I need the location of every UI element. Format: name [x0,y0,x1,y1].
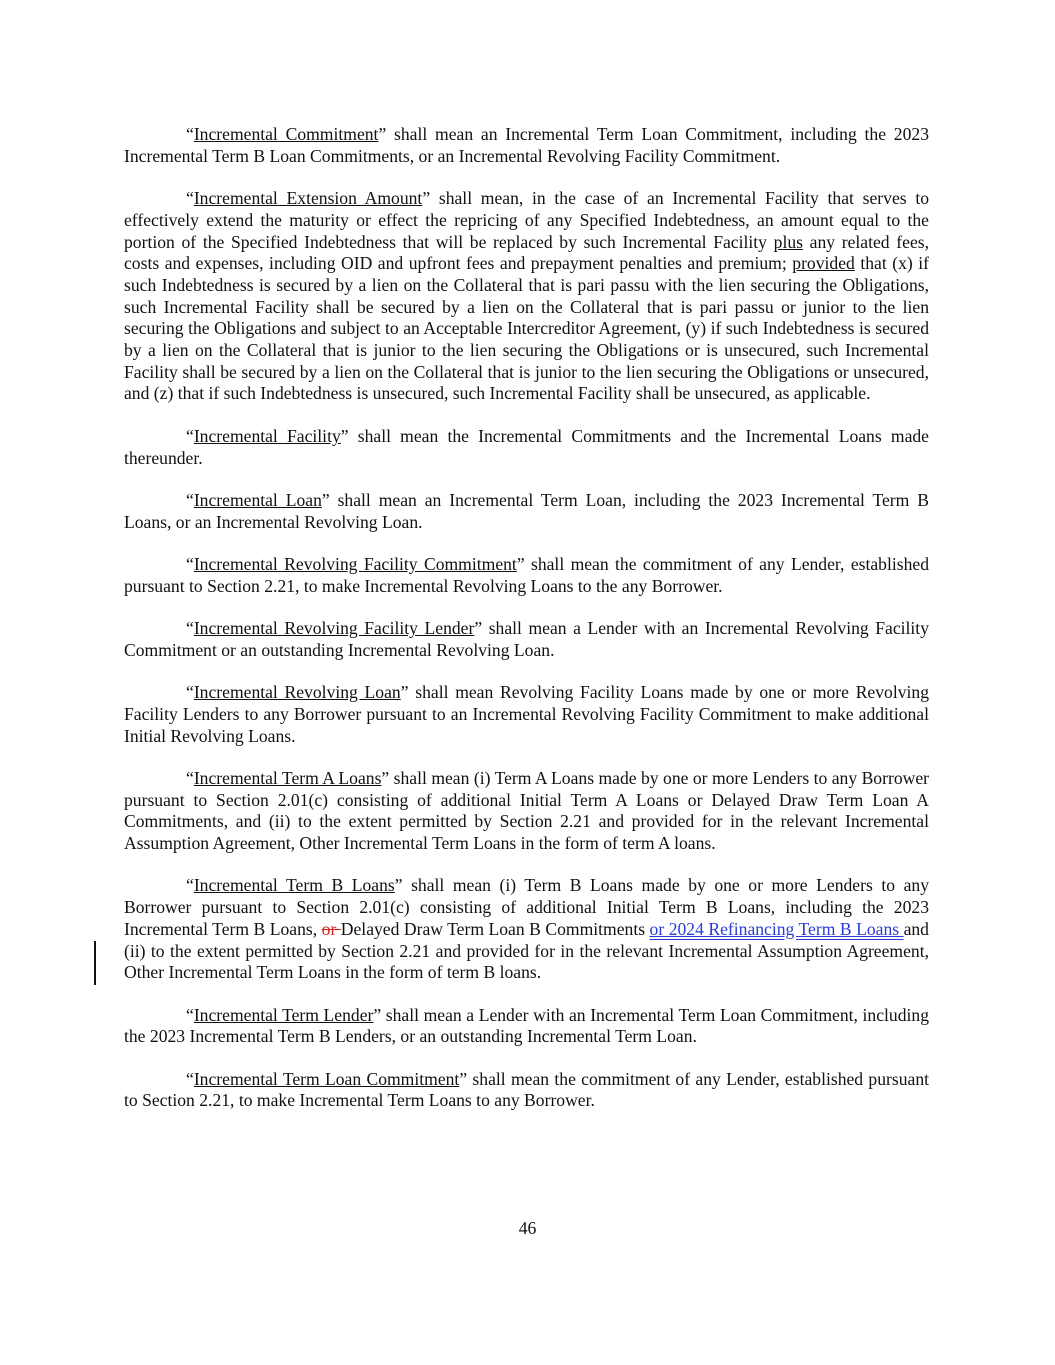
definition-incremental-term-a-loans: “Incremental Term A Loans” shall mean (i) Term A Loans made by one or more Lenders to any Borrower pursuant to Section 2.01(c) consisting of additional Initial Term A Loans or Delayed Draw Term Loan A Commitments, and (ii) to the extent permitted by Section 2.21 and provided for in the relevant Incremental Assumption Agreement, Other Incremental Term Loans in the form of term A loans. [124,767,929,854]
definition-text: ” shall mean (i) Term B Loans made by one or more Lenders to any Borrower pursuant to Section 2.01(c) consisting of additional Initial Term B Loans, including the 2023 Incremental Term B Loans, [124,875,929,939]
definition-text: ” shall mean Revolving Facility Loans made by one or more Revolving Facility Lenders to any Borrower pursuant to an Incremental Revolving Facility Commitment to make additional Initial Revolving Loans. [124,682,930,746]
definition-text: ” shall mean the commitment of any Lender, established pursuant to Section 2.21, to make Incremental Revolving Loans to the any Borrower. [124,554,929,596]
emphasis-provided: provided [792,253,855,274]
definition-incremental-term-b-loans: “Incremental Term B Loans” shall mean (i) Term B Loans made by one or more Lenders to any Borrower pursuant to Section 2.01(c) consisting of additional Initial Term B Loans, including the 2023 Incremental Term B Loans, or Delayed Draw Term Loan B Commitments or 2024 Refinancing Term B Loans and (ii) to the extent permitted by Section 2.21 and provided for in the relevant Incremental Assumption Agreement, Other Incremental Term Loans in the form of term B loans. [124,875,929,983]
definition-text: ” shall mean an Incremental Term Loan, including the 2023 Incremental Term B Loans, or an Incremental Revolving Loan. [124,489,929,532]
definition-text: ” shall mean the commitment of any Lender, established pursuant to Section 2.21, to make Incremental Term Loans to any Borrower. [124,1068,929,1111]
definition-incremental-revolving-loan: “Incremental Revolving Loan” shall mean Revolving Facility Loans made by one or more Revolving Facility Lenders to any Borrower pursuant to an Incremental Revolving Facility Commitment to make additional Initial Revolving Loans. [124,682,930,746]
definition-text: that (x) if such Indebtedness is secured by a lien on the Collateral that is pari passu with the lien securing the Obligations, such Incremental Facility shall be secured by a lien on the Collateral that is pari passu or junior to the lien securing the Obligations and subject to an Acceptable Intercreditor Agreement, (y) if such Indebtedness is secured by a lien on the Collateral that is junior to the lien securing the Obligations or is unsecured, such Incremental Facility shall be secured by a lien on the Collateral that is junior to the lien securing the Obligations or unsecured, and (z) that if such Indebtedness is unsecured, such Incremental Facility shall be unsecured, as applicable. [124,253,930,404]
defined-term: Incremental Revolving Loan [193,682,401,703]
defined-term: Incremental Term A Loans [193,767,382,788]
definition-text: ” shall mean the Incremental Commitments and the Incremental Loans made thereunder. [124,425,929,468]
defined-term: Incremental Term Loan Commitment [193,1068,460,1089]
defined-term: Incremental Revolving Facility Commitment [193,554,517,574]
definition-text: ” shall mean (i) Term A Loans made by one or more Lenders to any Borrower pursuant to Section 2.01(c) consisting of additional Initial Term A Loans or Delayed Draw Term Loan A Commitments, and (ii) to the extent permitted by Section 2.21 and provided for in the relevant Incremental Assumption Agreement, Other Incremental Term Loans in the form of term A loans. [124,767,929,854]
defined-term: Incremental Revolving Facility Lender [193,618,475,639]
defined-term: Incremental Commitment [193,124,379,144]
document-body [124,124,929,1133]
defined-term: Incremental Facility [193,425,341,446]
definition-incremental-term-loan-commitment: “Incremental Term Loan Commitment” shall mean the commitment of any Lender, established pursuant to Section 2.21, to make Incremental Term Loans to any Borrower. [124,1068,929,1111]
definition-incremental-extension-amount: “Incremental Extension Amount” shall mean, in the case of an Incremental Facility that serves to effectively extend the maturity or effect the repricing of any Specified Indebtedness, an amount equal to the portion of the Specified Indebtedness that will be replaced by such Incremental Facility plus any related fees, costs and expenses, including OID and upfront fees and prepayment penalties and premium; provided that (x) if such Indebtedness is secured by a lien on the Collateral that is pari passu with the lien securing the Obligations, such Incremental Facility shall be secured by a lien on the Collateral that is pari passu or junior to the lien securing the Obligations and subject to an Acceptable Intercreditor Agreement, (y) if such Indebtedness is secured by a lien on the Collateral that is junior to the lien securing the Obligations or is unsecured, such Incremental Facility shall be secured by a lien on the Collateral that is junior to the lien securing the Obligations or unsecured, and (z) that if such Indebtedness is unsecured, such Incremental Facility shall be unsecured, as applicable. [124,188,930,404]
defined-term: Incremental Loan [193,489,322,510]
definition-text: ” shall mean, in the case of an Incremental Facility that serves to effectively extend the maturity or effect the repricing of any Specified Indebtedness, an amount equal to the portion of the Specified Indebtedness that will be replaced by such Incremental Facility [124,188,929,252]
definition-text: ” shall mean a Lender with an Incremental Revolving Facility Commitment or an outstanding Incremental Revolving Loan. [124,618,929,660]
definition-incremental-commitment: “Incremental Commitment” shall mean an Incremental Term Loan Commitment, including the 2023 Incremental Term B Loan Commitments, or an Incremental Revolving Facility Commitment. [124,124,929,166]
tracked-insertion: or 2024 Refinancing Term B Loans [649,918,904,939]
defined-term: Incremental Term Lender [193,1004,374,1025]
definition-incremental-term-lender: “Incremental Term Lender” shall mean a Lender with an Incremental Term Loan Commitment, including the 2023 Incremental Term B Lenders, or an outstanding Incremental Term Loan. [124,1004,929,1047]
definition-incremental-facility: “Incremental Facility” shall mean the Incremental Commitments and the Incremental Loans made thereunder. [124,425,929,468]
definition-incremental-revolving-facility-commitment: “Incremental Revolving Facility Commitment” shall mean the commitment of any Lender, established pursuant to Section 2.21, to make Incremental Revolving Loans to the any Borrower. [124,554,929,596]
defined-term: Incremental Extension Amount [193,188,423,209]
definition-incremental-revolving-facility-lender: “Incremental Revolving Facility Lender” shall mean a Lender with an Incremental Revolving Facility Commitment or an outstanding Incremental Revolving Loan. [124,618,929,660]
definition-text: ” shall mean a Lender with an Incremental Term Loan Commitment, including the 2023 Incremental Term B Lenders, or an outstanding Incremental Term Loan. [124,1004,929,1047]
revision-change-bar [94,941,96,985]
page-number: 46 [518,1218,537,1238]
emphasis-plus: plus [773,231,803,252]
definition-text: ” shall mean an Incremental Term Loan Commitment, including the 2023 Incremental Term B Loan Commitments, or an Incremental Revolving Facility Commitment. [124,124,929,166]
tracked-deletion: or [321,918,341,939]
definition-text: any related fees, costs and expenses, including OID and upfront fees and prepayment penalties and premium; [124,231,930,274]
definition-text: Delayed Draw Term Loan B Commitments [340,918,650,939]
defined-term: Incremental Term B Loans [193,875,395,896]
definition-incremental-loan: “Incremental Loan” shall mean an Incremental Term Loan, including the 2023 Incremental Term B Loans, or an Incremental Revolving Loan. [124,489,929,532]
definition-text: and (ii) to the extent permitted by Section 2.21 and provided for in the relevant Incremental Assumption Agreement, Other Incremental Term Loans in the form of term B loans. [124,918,929,983]
